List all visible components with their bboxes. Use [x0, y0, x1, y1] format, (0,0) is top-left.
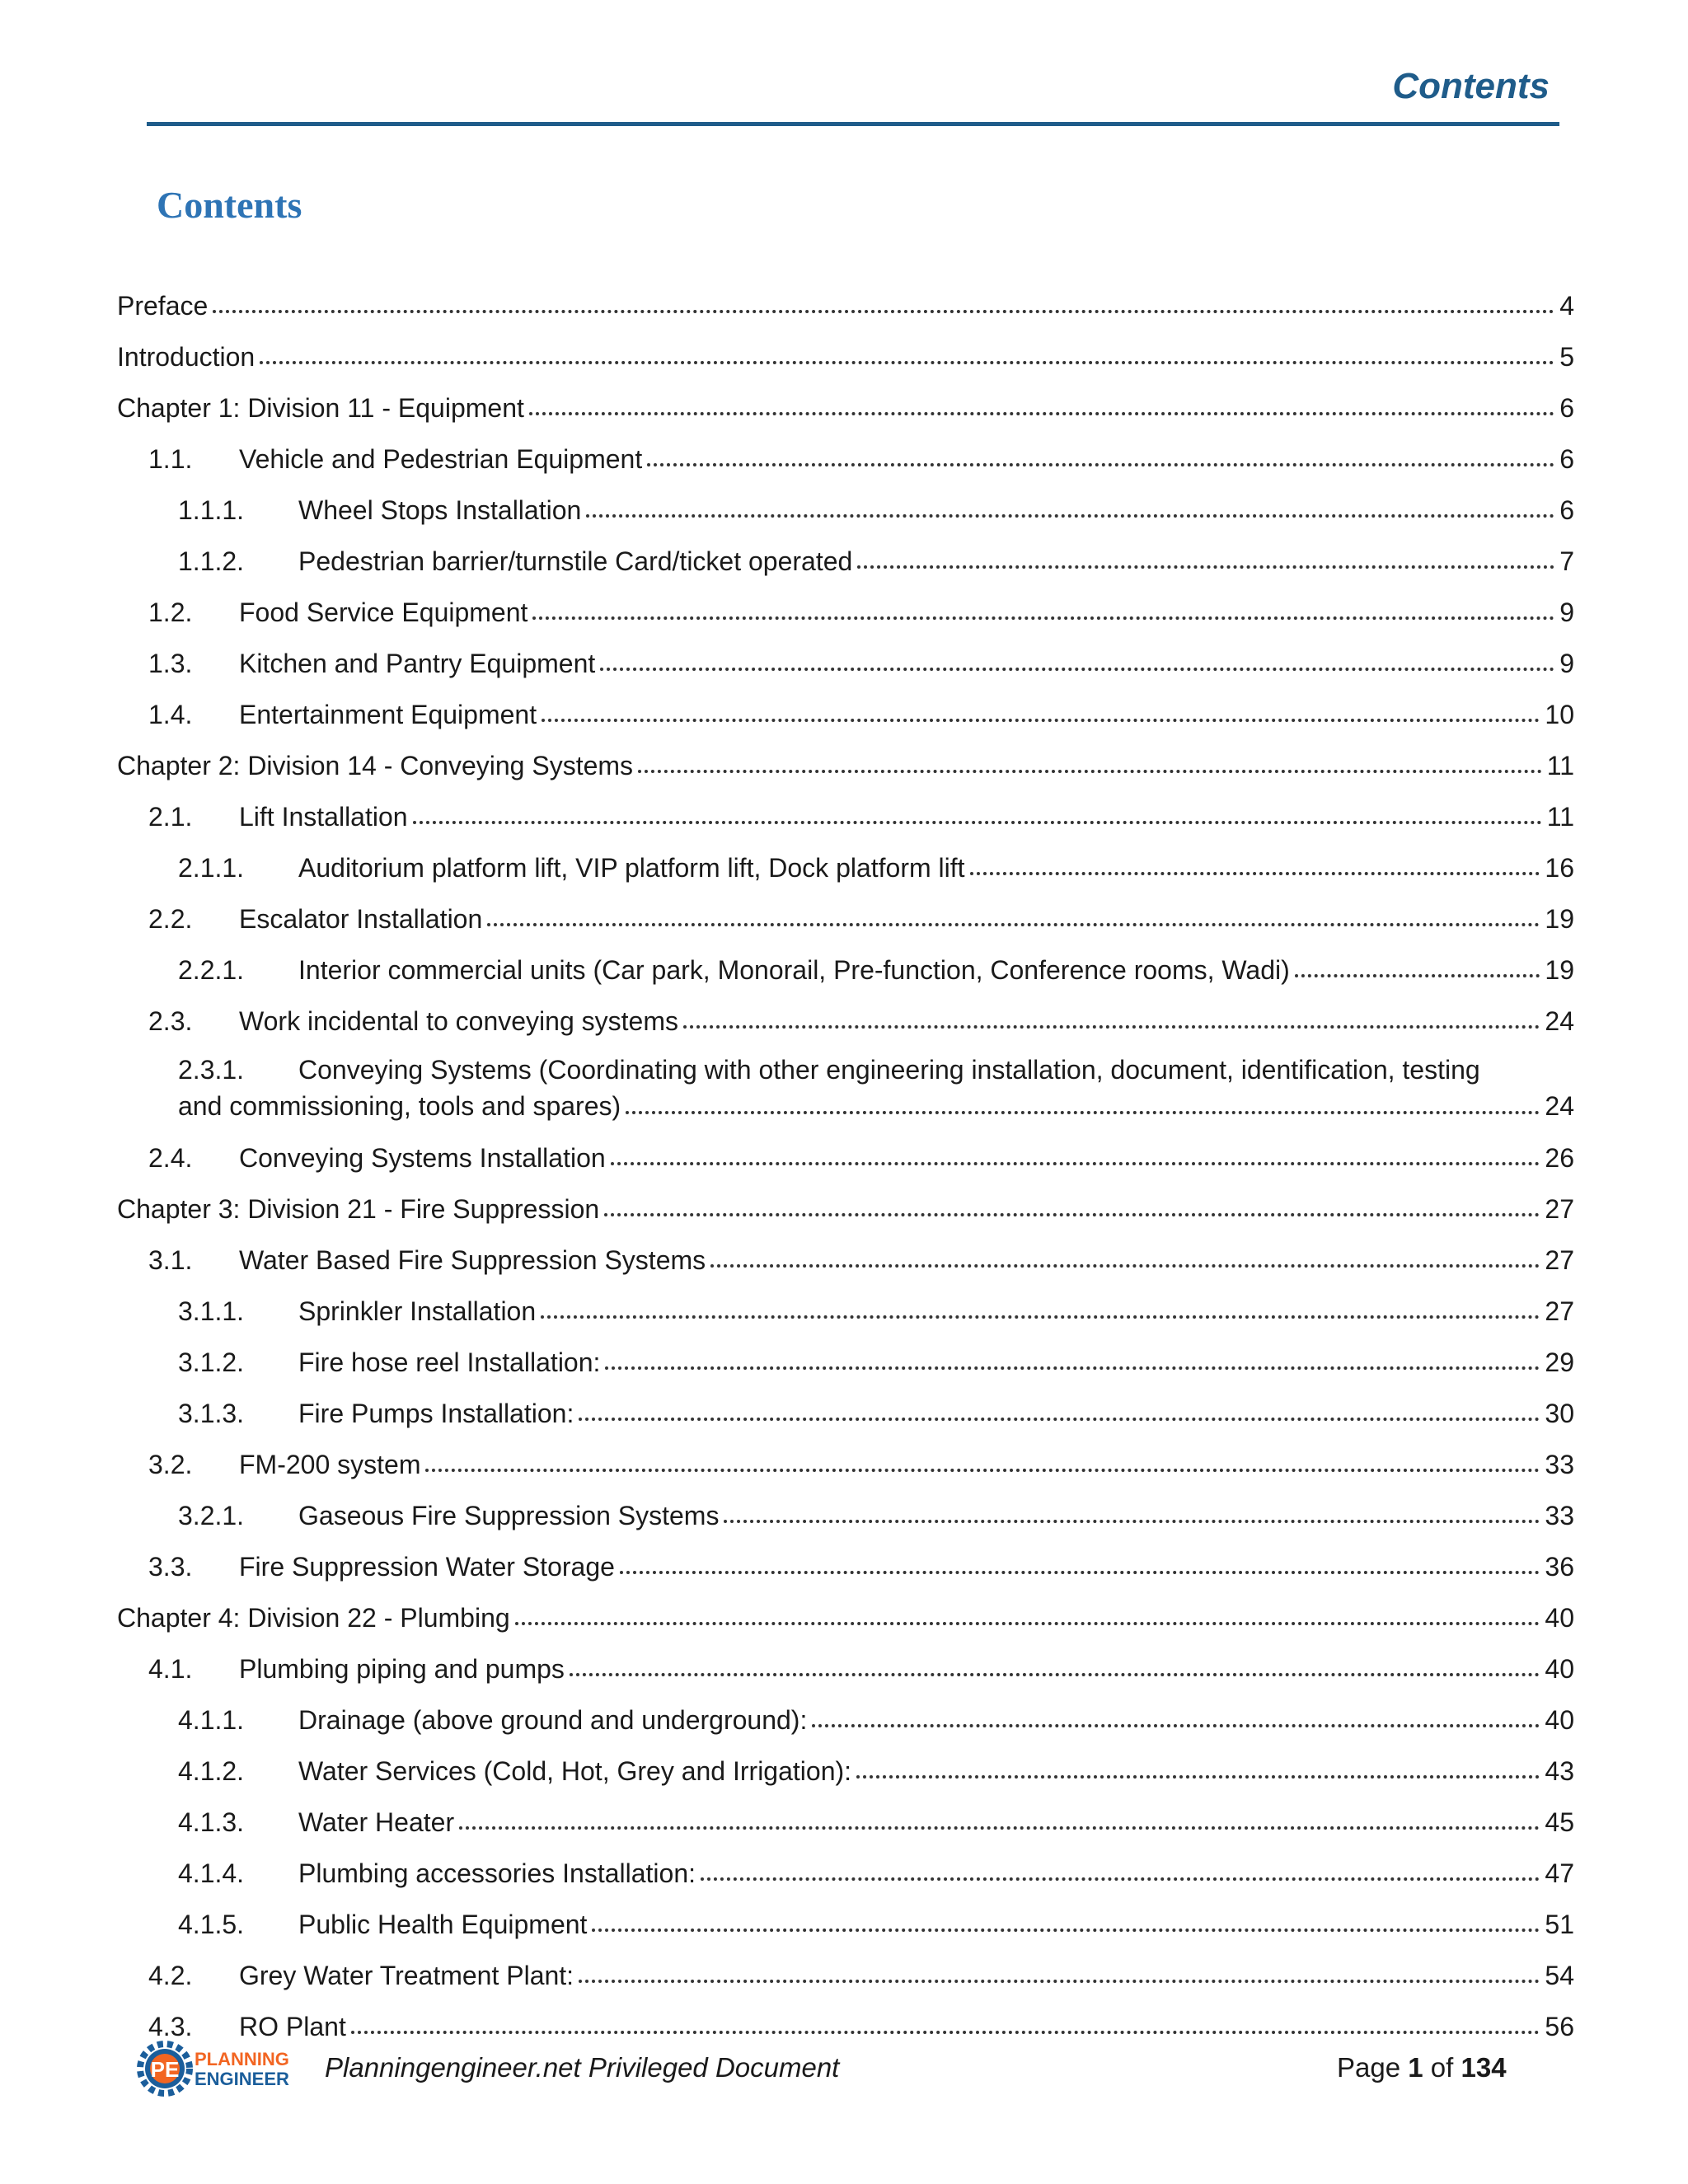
- toc-entry-page: 33: [1545, 1501, 1574, 1530]
- toc-heading: Contents: [157, 184, 302, 226]
- toc-entry[interactable]: [117, 1534, 1574, 1585]
- toc-entry-title: Escalator Installation: [239, 904, 483, 934]
- toc-entry[interactable]: [117, 682, 1574, 733]
- toc-leader-dots: [579, 1418, 1540, 1421]
- toc-entry-title-continued: and commissioning, tools and spares): [178, 1091, 621, 1121]
- toc-entry-number: 2.2.1.: [178, 955, 245, 985]
- toc-entry[interactable]: [117, 1891, 1574, 1943]
- toc-entry[interactable]: [117, 1585, 1574, 1636]
- toc-entry[interactable]: [117, 1738, 1574, 1789]
- toc-entry-number: 4.1.4.: [178, 1858, 245, 1888]
- toc-entry[interactable]: [117, 375, 1574, 426]
- toc-leader-dots: [710, 1264, 1540, 1268]
- toc-entry-title: Grey Water Treatment Plant:: [239, 1961, 574, 1990]
- toc-leader-dots: [1295, 974, 1540, 977]
- toc-entry-page: 56: [1545, 2012, 1574, 2041]
- toc-leader-dots: [529, 412, 1554, 415]
- toc-entry-page: 40: [1545, 1654, 1574, 1684]
- toc-entry-number: 3.1.: [148, 1245, 193, 1275]
- toc-leader-dots: [579, 1980, 1540, 1983]
- toc-entry-page: 5: [1559, 342, 1574, 372]
- toc-entry[interactable]: [117, 1176, 1574, 1227]
- toc-leader-dots: [260, 361, 1554, 364]
- toc-leader-dots: [604, 1213, 1540, 1216]
- toc-entry-title: Conveying Systems (Coordinating with other engineering installation, document, identification, testing: [298, 1055, 1480, 1085]
- toc-entry-title: RO Plant: [239, 2012, 346, 2041]
- toc-entry[interactable]: [117, 835, 1574, 886]
- toc-entry[interactable]: [117, 1227, 1574, 1278]
- toc-entry-page: 40: [1545, 1603, 1574, 1633]
- toc-entry-number: 4.1.1.: [178, 1705, 245, 1735]
- toc-entry[interactable]: [117, 426, 1574, 477]
- toc-leader-dots: [647, 463, 1554, 466]
- toc-entry-number: 4.1.: [148, 1654, 193, 1684]
- toc-entry-page: 27: [1545, 1245, 1574, 1275]
- toc-entry-number: 2.2.: [148, 904, 193, 934]
- toc-entry[interactable]: [117, 988, 1574, 1039]
- gear-icon: [140, 2044, 190, 2093]
- page-current: 1: [1408, 2052, 1423, 2083]
- toc-entry-page: 43: [1545, 1756, 1574, 1786]
- page-prefix: Page: [1337, 2052, 1401, 2083]
- toc-leader-dots: [812, 1724, 1540, 1727]
- toc-entry-page: 10: [1545, 700, 1574, 729]
- toc-entry[interactable]: [117, 1329, 1574, 1380]
- toc-entry-number: 2.4.: [148, 1143, 193, 1173]
- toc-entry[interactable]: [117, 1278, 1574, 1329]
- toc-entry-title: Public Health Equipment: [298, 1910, 588, 1939]
- toc-entry[interactable]: [117, 1125, 1574, 1176]
- toc-entry-title: Vehicle and Pedestrian Equipment: [239, 444, 643, 474]
- toc-entry-title: Kitchen and Pantry Equipment: [239, 649, 596, 678]
- toc-entry-number: 3.3.: [148, 1552, 193, 1582]
- toc-entry-page: 26: [1545, 1143, 1574, 1173]
- toc-entry-title: Chapter 2: Division 14 - Conveying Systems: [117, 751, 634, 780]
- toc-leader-dots: [413, 821, 1542, 824]
- toc-entry-page: 4: [1559, 291, 1574, 321]
- toc-entry-title: FM-200 system: [239, 1450, 421, 1479]
- toc-entry-page: 6: [1559, 495, 1574, 525]
- toc-leader-dots: [701, 1877, 1540, 1881]
- toc-entry-title: Lift Installation: [239, 802, 408, 832]
- toc-entry-title: Conveying Systems Installation: [239, 1143, 606, 1173]
- toc-entry[interactable]: [117, 1687, 1574, 1738]
- toc-entry-page: 9: [1559, 598, 1574, 627]
- toc-entry[interactable]: [117, 1039, 1574, 1125]
- toc-entry-number: 3.2.1.: [178, 1501, 245, 1530]
- toc-leader-dots: [459, 1826, 1540, 1830]
- svg-text:PE: PE: [150, 2057, 180, 2082]
- toc-entry-number: 4.1.3.: [178, 1807, 245, 1837]
- toc-entry[interactable]: [117, 1483, 1574, 1534]
- toc-entry[interactable]: [117, 630, 1574, 682]
- header-divider: [147, 122, 1559, 126]
- toc-entry-number: 2.1.: [148, 802, 193, 832]
- toc-entry-page: 36: [1545, 1552, 1574, 1582]
- toc-entry-number: 1.1.: [148, 444, 193, 474]
- toc-leader-dots: [620, 1571, 1540, 1574]
- toc-leader-dots: [570, 1673, 1540, 1676]
- toc-entry[interactable]: [117, 1380, 1574, 1432]
- toc-entry-page: 24: [1545, 1091, 1574, 1121]
- toc-entry-page: 47: [1545, 1858, 1574, 1888]
- toc-entry-page: 33: [1545, 1450, 1574, 1479]
- toc-entry-number: 4.1.5.: [178, 1910, 245, 1939]
- toc-entry-number: 3.1.1.: [178, 1296, 245, 1326]
- toc-leader-dots: [351, 2031, 1540, 2034]
- toc-entry-page: 7: [1559, 546, 1574, 576]
- toc-entry-title: Pedestrian barrier/turnstile Card/ticket operated: [298, 546, 853, 576]
- toc-entry-title: Plumbing piping and pumps: [239, 1654, 565, 1684]
- toc-entry-number: 1.1.1.: [178, 495, 245, 525]
- toc-entry-title: Entertainment Equipment: [239, 700, 537, 729]
- toc-entry[interactable]: [117, 324, 1574, 375]
- toc-leader-dots: [592, 1929, 1540, 1932]
- logo-text-top: PLANNING: [195, 2049, 289, 2069]
- toc-entry-title: Introduction: [117, 342, 256, 372]
- toc-entry-page: 6: [1559, 393, 1574, 423]
- toc-entry[interactable]: [117, 1840, 1574, 1891]
- logo-text-bottom: ENGINEER: [195, 2069, 289, 2089]
- toc-entry-title: Chapter 1: Division 11 - Equipment: [117, 393, 524, 423]
- toc-entry-page: 40: [1545, 1705, 1574, 1735]
- page-of: of: [1430, 2052, 1454, 2083]
- toc-entry-number: 3.1.2.: [178, 1347, 245, 1377]
- toc-leader-dots: [857, 565, 1554, 569]
- toc-entry-title: Interior commercial units (Car park, Monorail, Pre-function, Conference rooms, Wadi): [298, 955, 1290, 985]
- toc-entry[interactable]: [117, 579, 1574, 630]
- table-of-contents: [117, 273, 1574, 2045]
- toc-entry[interactable]: [117, 1994, 1574, 2045]
- toc-leader-dots: [487, 923, 1540, 926]
- toc-leader-dots: [586, 514, 1554, 518]
- toc-entry-title: Fire Pumps Installation:: [298, 1399, 574, 1428]
- toc-entry-page: 11: [1546, 802, 1574, 832]
- toc-entry-number: 4.2.: [148, 1961, 193, 1990]
- toc-entry[interactable]: [117, 1943, 1574, 1994]
- toc-entry-title: Plumbing accessories Installation:: [298, 1858, 696, 1888]
- toc-entry-number: 1.3.: [148, 649, 193, 678]
- toc-entry-title: Water Based Fire Suppression Systems: [239, 1245, 706, 1275]
- toc-entry-page: 9: [1559, 649, 1574, 678]
- toc-entry-number: 1.1.2.: [178, 546, 245, 576]
- toc-entry-number: 2.3.1.: [178, 1055, 245, 1085]
- toc-entry[interactable]: [117, 1636, 1574, 1687]
- toc-entry[interactable]: [117, 784, 1574, 835]
- toc-entry-number: 3.1.3.: [178, 1399, 245, 1428]
- toc-entry-title: Fire Suppression Water Storage: [239, 1552, 615, 1582]
- toc-entry[interactable]: [117, 1432, 1574, 1483]
- planning-engineer-logo: [134, 2037, 298, 2100]
- toc-leader-dots: [856, 1775, 1540, 1779]
- toc-entry-number: 1.2.: [148, 598, 193, 627]
- toc-entry-title: Chapter 4: Division 22 - Plumbing: [117, 1603, 510, 1633]
- toc-leader-dots: [638, 770, 1542, 773]
- toc-entry-title: Wheel Stops Installation: [298, 495, 582, 525]
- toc-entry-page: 30: [1545, 1399, 1574, 1428]
- toc-entry-title: Drainage (above ground and underground):: [298, 1705, 808, 1735]
- toc-entry-page: 16: [1545, 853, 1574, 883]
- toc-entry-title: Sprinkler Installation: [298, 1296, 537, 1326]
- toc-entry-page: 11: [1546, 751, 1574, 780]
- footer-page-number: [1337, 2052, 1507, 2083]
- toc-entry-title: Work incidental to conveying systems: [239, 1006, 678, 1036]
- toc-entry[interactable]: [117, 273, 1574, 324]
- footer-document-label: Planningengineer.net Privileged Document: [325, 2052, 840, 2083]
- toc-entry-title: Gaseous Fire Suppression Systems: [298, 1501, 720, 1530]
- toc-entry-number: 4.1.2.: [178, 1756, 245, 1786]
- toc-entry-number: 1.4.: [148, 700, 193, 729]
- toc-leader-dots: [425, 1469, 1540, 1472]
- toc-leader-dots: [605, 1366, 1540, 1370]
- toc-leader-dots: [532, 616, 1554, 620]
- toc-entry-number: 4.3.: [148, 2012, 193, 2041]
- toc-entry-page: 19: [1545, 955, 1574, 985]
- toc-entry-title: Chapter 3: Division 21 - Fire Suppression: [117, 1194, 600, 1224]
- toc-entry-title: Water Services (Cold, Hot, Grey and Irrigation):: [298, 1756, 852, 1786]
- toc-leader-dots: [683, 1025, 1540, 1029]
- toc-entry-title: Food Service Equipment: [239, 598, 528, 627]
- toc-leader-dots: [542, 719, 1540, 722]
- toc-entry-page: 45: [1545, 1807, 1574, 1837]
- toc-leader-dots: [541, 1315, 1540, 1319]
- toc-entry-number: 2.3.: [148, 1006, 193, 1036]
- toc-leader-dots: [515, 1622, 1540, 1625]
- toc-entry-page: 27: [1545, 1296, 1574, 1326]
- toc-leader-dots: [970, 872, 1540, 875]
- toc-entry[interactable]: [117, 477, 1574, 528]
- toc-entry-page: 51: [1545, 1910, 1574, 1939]
- toc-entry[interactable]: [117, 528, 1574, 579]
- toc-entry-page: 29: [1545, 1347, 1574, 1377]
- toc-entry[interactable]: [117, 886, 1574, 937]
- running-header-title: Contents: [1392, 66, 1550, 106]
- toc-leader-dots: [611, 1162, 1540, 1165]
- toc-leader-dots: [724, 1520, 1540, 1523]
- toc-entry-title: Auditorium platform lift, VIP platform lift, Dock platform lift: [298, 853, 965, 883]
- toc-entry[interactable]: [117, 733, 1574, 784]
- page-total: 134: [1461, 2052, 1507, 2083]
- toc-entry-page: 6: [1559, 444, 1574, 474]
- toc-entry-title: Preface: [117, 291, 209, 321]
- toc-leader-dots: [600, 668, 1554, 671]
- toc-entry-number: 2.1.1.: [178, 853, 245, 883]
- toc-entry-title: Water Heater: [298, 1807, 455, 1837]
- toc-entry-page: 54: [1545, 1961, 1574, 1990]
- toc-entry-page: 27: [1545, 1194, 1574, 1224]
- toc-entry-page: 24: [1545, 1006, 1574, 1036]
- toc-leader-dots: [626, 1111, 1540, 1114]
- toc-entry-title: Fire hose reel Installation:: [298, 1347, 601, 1377]
- toc-leader-dots: [213, 310, 1554, 313]
- toc-entry[interactable]: [117, 1789, 1574, 1840]
- toc-entry-page: 19: [1545, 904, 1574, 934]
- toc-entry[interactable]: [117, 937, 1574, 988]
- toc-entry-number: 3.2.: [148, 1450, 193, 1479]
